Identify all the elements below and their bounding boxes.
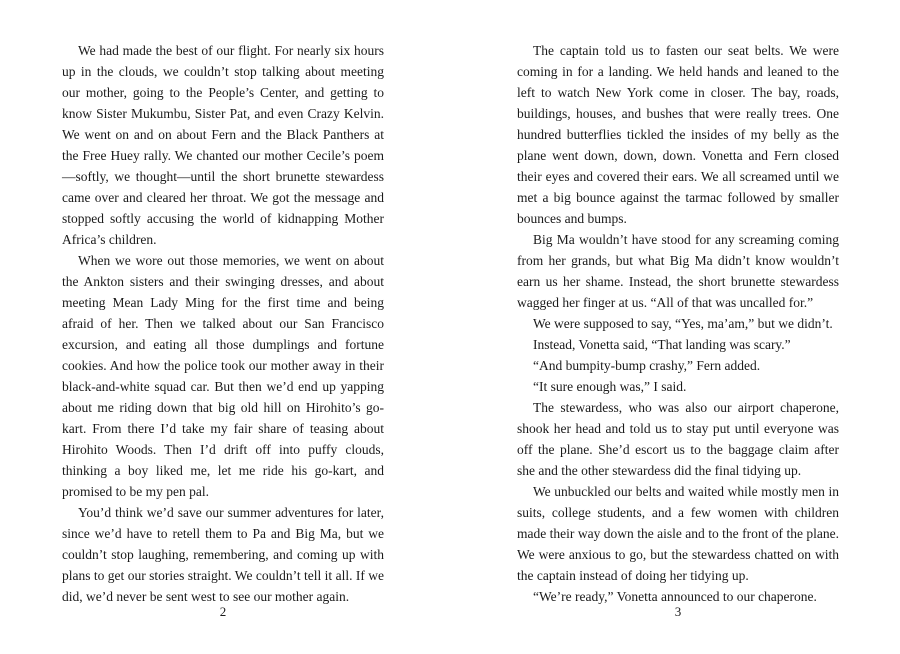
- paragraph: We had made the best of our flight. For nearly six hours up in the clouds, we couldn’t stop talking about meeting our mother, going to the People’s Center, and getting to know Sister Mukumbu, Sister Pat, and even Crazy Kelvin. We went on and on about Fern and the Black Panthers at the Free Huey rally. We chanted our mother Cecile’s poem—softly, we thought—until the short brunette stewardess came over and cleared her throat. We got the message and stopped softly accusing the world of kidnapping Mother Africa’s children.: [62, 43, 384, 247]
- paragraph: “And bumpity-bump crashy,” Fern added.: [533, 358, 761, 373]
- paragraph: Instead, Vonetta said, “That landing was scary.”: [533, 337, 791, 352]
- paragraph: Big Ma wouldn’t have stood for any screaming coming from her grands, but what Big Ma didn’t know wouldn’t earn us her shame. Instead, the short brunette stewardess wagged her finger at us. “All of that was uncalled for.”: [517, 232, 839, 310]
- paragraph: We were supposed to say, “Yes, ma’am,” but we didn’t.: [533, 316, 833, 331]
- paragraph: The captain told us to fasten our seat belts. We were coming in for a landing. We held hands and leaned to the left to watch New York come in closer. The bay, roads, buildings, houses, and bushes that were really trees. One hundred butterflies tickled the insides of my belly as the plane went down, down, down. Vonetta and Fern closed their eyes and covered their ears. We all screamed until we met a big bounce against the tarmac followed by smaller bounces and bumps.: [517, 43, 839, 226]
- paragraph: You’d think we’d save our summer adventures for later, since we’d have to retell them to Pa and Big Ma, but we couldn’t stop laughing, remembering, and coming up with plans to get our stories straight. We couldn’t tell it all. If we did, we’d never be sent west to see our mother again.: [62, 505, 384, 604]
- paragraph: “It sure enough was,” I said.: [533, 379, 687, 394]
- page-number: 3: [674, 604, 682, 619]
- paragraph: When we wore out those memories, we went on about the Ankton sisters and their swinging dresses, and about meeting Mean Lady Ming for the first time and being afraid of her. Then we talked about our San Francisco excursion, and eating all those dumplings and fortune cookies. And how the police took our mother away in their black-and-white squad car. But then we’d end up yapping about me riding down that big old hill on Hirohito’s go-kart. From there I’d take my fair share of teasing about Hirohito Woods. Then I’d drift off into puffy clouds, thinking a boy liked me, let me ride his go-kart, and promised to be my pen pal.: [62, 253, 384, 499]
- right-page: [517, 40, 839, 607]
- left-page: [62, 40, 384, 607]
- paragraph: The stewardess, who was also our airport chaperone, shook her head and told us to stay put until everyone was off the plane. She’d escort us to the baggage claim after she and the other stewardess did the final tidying up.: [517, 400, 839, 478]
- paragraph: “We’re ready,” Vonetta announced to our chaperone.: [533, 589, 817, 604]
- paragraph: We unbuckled our belts and waited while mostly men in suits, college students, and a few women with children made their way down the aisle and to the front of the plane. We were anxious to go, but the stewardess chatted on with the captain instead of doing her tidying up.: [517, 484, 839, 583]
- page-number: 2: [219, 604, 227, 619]
